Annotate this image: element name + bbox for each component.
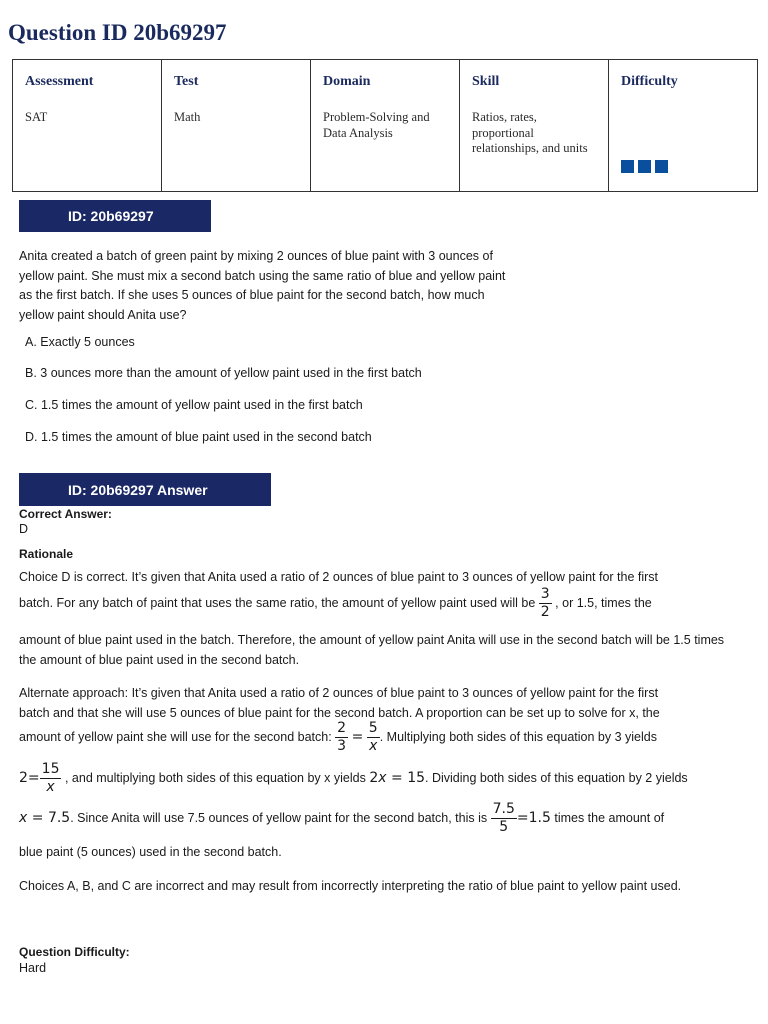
answer-banner: ID: 20b69297 Answer: [19, 473, 271, 506]
alternate-approach-text: amount of yellow paint she will use for the second batch:: [19, 729, 332, 744]
skill-cell: [460, 60, 609, 192]
alternate-approach-text: . Multiplying both sides of this equation by 3 yields: [379, 729, 657, 744]
incorrect-choices-text: Choices A, B, and C are incorrect and may result from incorrectly interpreting the ratio of blue paint to yellow paint used.: [19, 879, 682, 893]
page-title: Question ID 20b69297: [8, 20, 227, 45]
rationale-text: batch. For any batch of paint that uses the same ratio, the amount of yellow paint used will be: [19, 595, 536, 610]
test-value: Math: [174, 110, 201, 124]
fraction-denominator: x: [369, 738, 378, 754]
fraction-denominator: 5: [499, 819, 509, 835]
difficulty-cell: [609, 60, 758, 192]
domain-value: Problem-Solving and Data Analysis: [323, 110, 430, 140]
choice-a: A. Exactly 5 ounces: [25, 335, 135, 349]
fraction-three-halves: [539, 586, 552, 621]
choice-b: B. 3 ounces more than the amount of yellow paint used in the first batch: [25, 366, 422, 380]
alternate-approach-text: batch and that she will use 5 ounces of blue paint for the second batch. A proportion can be set up to solve for x, the: [19, 706, 660, 720]
question-text: Anita created a batch of green paint by mixing 2 ounces of blue paint with 3 ounces of yellow paint. She must mix a second batch using the same ratio of blue and yellow paint as the first batch. If she uses 5 ounces of blue paint for the second batch, how much yellow paint should Anita use?: [19, 249, 506, 322]
correct-answer-label: Correct Answer:: [19, 507, 112, 521]
skill-header: Skill: [472, 74, 500, 89]
fraction-two-thirds: [335, 720, 348, 755]
fraction-numerator: 5: [368, 720, 378, 736]
rationale-label: Rationale: [19, 547, 74, 561]
domain-cell: [311, 60, 460, 192]
skill-value: Ratios, rates, proportional relationships, and units: [472, 110, 588, 155]
rationale-text: , or 1.5, times the: [555, 595, 652, 610]
difficulty-bar: [638, 160, 651, 173]
difficulty-indicator: [621, 102, 745, 173]
equation-term: 2: [369, 769, 379, 786]
fraction-five-over-x: [367, 720, 380, 755]
equation-term: 1.5: [528, 809, 551, 826]
assessment-header: Assessment: [25, 74, 94, 89]
equation-term: 15: [407, 769, 426, 786]
question-metadata-table: [12, 59, 758, 192]
assessment-value: SAT: [25, 110, 48, 124]
choice-c: C. 1.5 times the amount of yellow paint used in the first batch: [25, 398, 363, 412]
equation-term: 2: [19, 769, 28, 786]
rationale-text: Choice D is correct. It’s given that Anita used a ratio of 2 ounces of blue paint to 3 ounces of yellow paint for the first: [19, 570, 659, 584]
test-cell: [162, 60, 311, 192]
question-difficulty-value: Hard: [19, 961, 47, 975]
alternate-approach-text: blue paint (5 ounces) used in the second batch.: [19, 845, 282, 859]
equation-variable: x: [378, 769, 387, 786]
question-id-banner: ID: 20b69297: [19, 200, 211, 232]
difficulty-header: Difficulty: [621, 74, 678, 89]
difficulty-bar: [655, 160, 668, 173]
fraction-denominator: 3: [337, 738, 347, 754]
fraction-numerator: 15: [41, 761, 60, 777]
correct-answer-value: D: [19, 522, 29, 536]
fraction-denominator: x: [46, 779, 55, 795]
domain-header: Domain: [323, 74, 371, 89]
alternate-approach-text: . Dividing both sides of this equation by 2 yields: [425, 770, 688, 785]
question-difficulty-label: Question Difficulty:: [19, 945, 130, 959]
alternate-approach-text: times the amount of: [554, 810, 665, 825]
alternate-approach-text: Alternate approach: It’s given that Anita used a ratio of 2 ounces of blue paint to 3 ounces of yellow paint for the first: [19, 686, 659, 700]
rationale-line: 2= $\frac{15}{x}$ , and multiplying both sides of this equation by x yields 2x = 15. Dividing both sides of this equation by 2 yields: [19, 761, 688, 795]
fraction-numerator: 3: [540, 586, 550, 602]
fraction-fifteen-over-x: [40, 761, 62, 796]
fraction-denominator: 2: [540, 604, 550, 620]
equation-variable: x: [19, 809, 28, 826]
alternate-approach-text: , and multiplying both sides of this equation by x yields: [64, 770, 366, 785]
equation-term: 7.5: [47, 809, 71, 826]
rationale-text: amount of blue paint used in the batch. Therefore, the amount of yellow paint Anita will use in the second batch will be 1.5 times the amount of blue paint used in the second batch.: [19, 633, 725, 667]
choice-d: D. 1.5 times the amount of blue paint used in the second batch: [25, 430, 372, 444]
fraction-numerator: 2: [337, 720, 347, 736]
fraction-seven-point-five-over-five: [491, 801, 517, 836]
difficulty-bar: [621, 160, 634, 173]
fraction-numerator: 7.5: [492, 801, 515, 817]
alternate-approach-text: . Since Anita will use 7.5 ounces of yellow paint for the second batch, this is: [70, 810, 488, 825]
test-header: Test: [174, 74, 199, 89]
assessment-cell: [13, 60, 162, 192]
rationale-line: x = 7.5. Since Anita will use 7.5 ounces of yellow paint for the second batch, this is $\frac{7.5}{5}$ =1.5 times the amount of: [19, 801, 665, 835]
rationale-line: amount of yellow paint she will use for the second batch: $\frac{2}{3}$ = $\frac{5}{x}$ . Multiplying both sides of this equation by 3 yields: [19, 720, 657, 754]
rationale-line: [19, 586, 652, 621]
